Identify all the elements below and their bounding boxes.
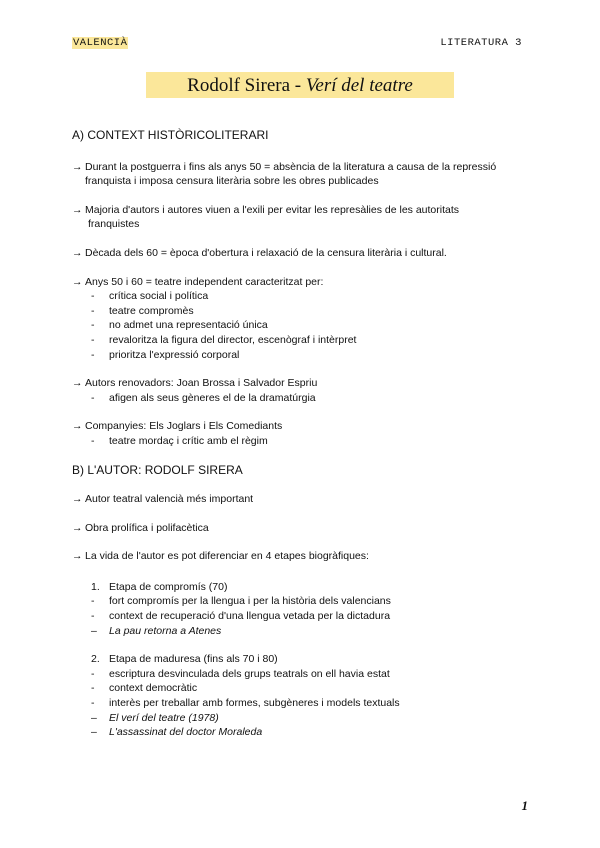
- paragraph-b1: [72, 492, 532, 507]
- stage-1-label: Etapa de compromís (70): [109, 580, 228, 593]
- header-course: LITERATURA 3: [440, 37, 522, 49]
- list-item: - afigen als seus gèneres el de la dramatúrgia: [72, 391, 532, 406]
- page-title: [146, 72, 454, 98]
- work-title: – L'assassinat del doctor Moraleda: [72, 725, 532, 740]
- document-body: [72, 128, 532, 740]
- arrow-icon: →: [72, 420, 83, 433]
- paragraph-a5: [72, 376, 532, 391]
- stage-2-number: 2.: [91, 653, 100, 666]
- paragraph-a3: [72, 246, 532, 261]
- paragraph-a1-text: Durant la postguerra i fins als anys 50 = absència de la literatura a causa de la repressió: [85, 160, 497, 173]
- list-item: - fort compromís per la llengua i per la història dels valencians: [72, 594, 532, 609]
- paragraph-b3-text: La vida de l'autor es pot diferenciar en 4 etapes biogràfiques:: [85, 550, 369, 563]
- stage-2-heading: [72, 652, 532, 667]
- list-item: - interès per treballar amb formes, subgèneres i models textuals: [72, 696, 532, 711]
- work-title: – La pau retorna a Atenes: [72, 624, 532, 639]
- paragraph-b1-text: Autor teatral valencià més important: [85, 493, 254, 506]
- arrow-icon: →: [72, 377, 83, 390]
- section-b-heading: B) L'AUTOR: RODOLF SIRERA: [72, 462, 243, 477]
- list-item: - context democràtic: [72, 681, 532, 696]
- paragraph-b2-text: Obra prolífica i polifacètica: [85, 521, 209, 534]
- stage-2-list: [72, 667, 532, 740]
- list-item: - teatre compromès: [72, 304, 532, 319]
- stage-1-heading: [72, 580, 532, 595]
- paragraph-b2: [72, 521, 532, 536]
- list-item: - crítica social i política: [72, 289, 532, 304]
- paragraph-a3-text: Dècada dels 60 = època d'obertura i relaxació de la censura literària i cultural.: [85, 246, 447, 259]
- paragraph-a2-text: Majoria d'autors i autores viuen a l'exili per evitar les represàlies de les autoritats: [85, 203, 460, 216]
- stage-2-label: Etapa de maduresa (fins als 70 i 80): [109, 653, 278, 666]
- stage-1-number: 1.: [91, 580, 100, 593]
- title-main: Rodolf Sirera -: [187, 75, 306, 96]
- list-item: - no admet una representació única: [72, 318, 532, 333]
- list-item: - teatre mordaç i crític amb el règim: [72, 434, 532, 449]
- companies-list: [72, 434, 532, 449]
- arrow-icon: →: [72, 521, 83, 534]
- list-item: - escriptura desvinculada dels grups teatrals on ell havia estat: [72, 667, 532, 682]
- paragraph-a2: [72, 203, 532, 218]
- page-number: 1: [521, 798, 528, 813]
- paragraph-a2-cont: franquistes: [88, 218, 140, 231]
- arrow-icon: →: [72, 203, 83, 216]
- paragraph-b3: [72, 549, 532, 564]
- list-item: - prioritza l'expressió corporal: [72, 348, 532, 363]
- paragraph-a4-text: Anys 50 i 60 = teatre independent caracteritzat per:: [85, 275, 324, 288]
- arrow-icon: →: [72, 550, 83, 563]
- title-italic: Verí del teatre: [305, 75, 413, 96]
- arrow-icon: →: [72, 275, 83, 288]
- paragraph-a6: [72, 419, 532, 434]
- authors-list: [72, 391, 532, 406]
- work-title: – El verí del teatre (1978): [72, 711, 532, 726]
- paragraph-a1: [72, 160, 532, 175]
- paragraph-a5-text: Autors renovadors: Joan Brossa i Salvador Espriu: [85, 377, 318, 390]
- paragraph-a4: [72, 275, 532, 290]
- theatre-features-list: [72, 289, 532, 362]
- stage-1-list: [72, 594, 532, 638]
- header-subject: VALENCIÀ: [73, 37, 128, 49]
- paragraph-a6-text: Companyies: Els Joglars i Els Comediants: [85, 420, 283, 433]
- list-item: - context de recuperació d'una llengua vetada per la dictadura: [72, 609, 532, 624]
- paragraph-a1-cont: franquista i imposa censura literària sobre les obres publicades: [85, 175, 379, 188]
- section-a-heading: A) CONTEXT HISTÒRICOLITERARI: [72, 128, 269, 142]
- arrow-icon: →: [72, 246, 83, 259]
- arrow-icon: →: [72, 160, 83, 173]
- arrow-icon: →: [72, 493, 83, 506]
- list-item: - revaloritza la figura del director, escenògraf i intèrpret: [72, 333, 532, 348]
